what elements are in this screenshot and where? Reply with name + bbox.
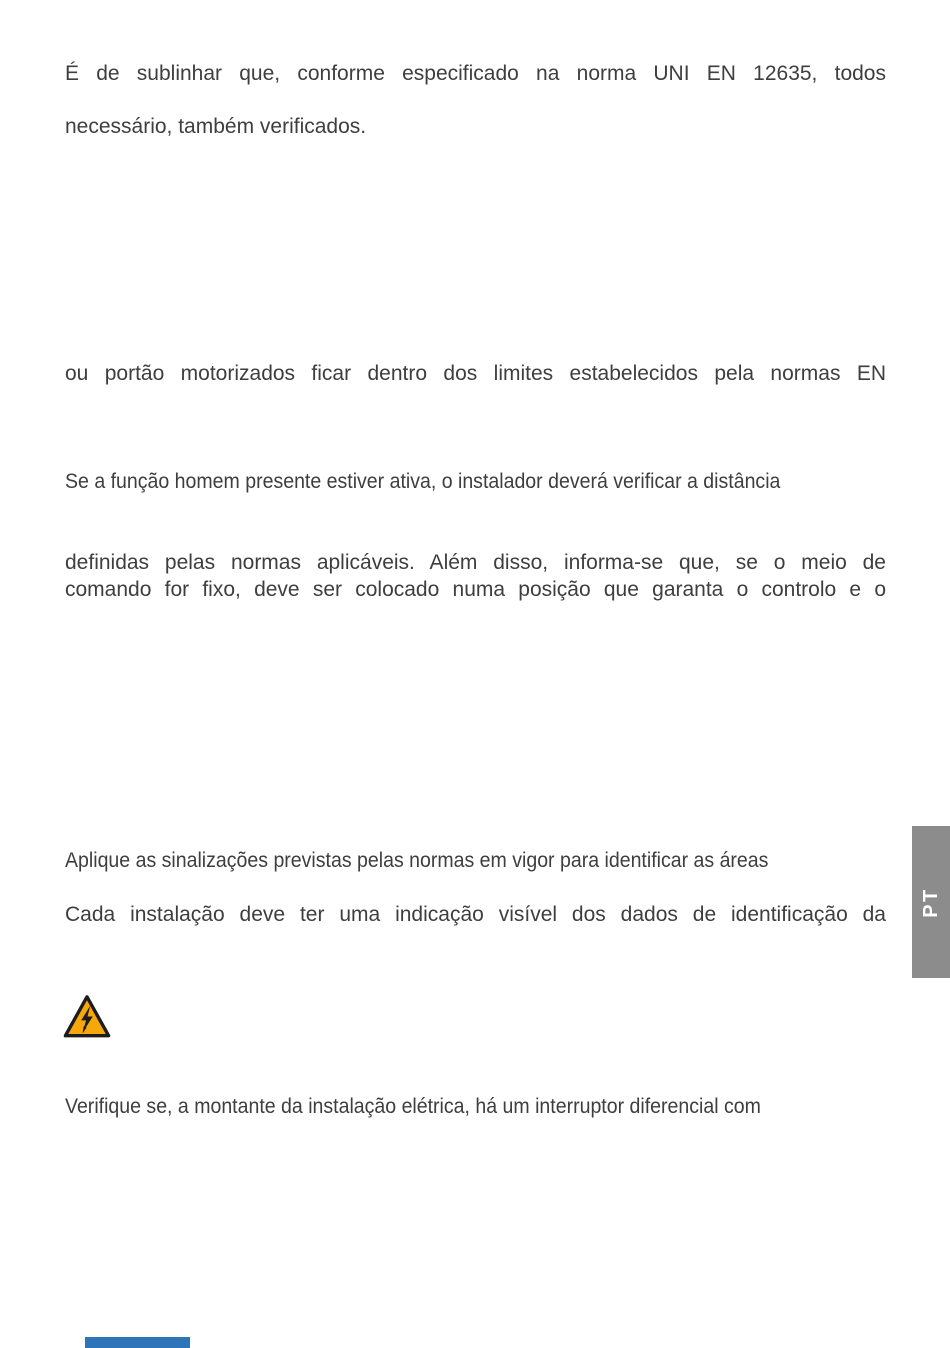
electrical-hazard-icon <box>63 993 111 1041</box>
body-text-line: necessário, também verificados. <box>65 115 367 138</box>
body-text-line: É de sublinhar que, conforme especificado na norma UNI EN 12635, todos <box>65 62 886 85</box>
body-text-line: Aplique as sinalizações previstas pelas normas em vigor para identificar as áreas <box>65 849 769 872</box>
footer-accent-bar <box>85 1337 190 1348</box>
language-tab-pt <box>912 826 950 978</box>
body-text-line: Se a função homem presente estiver ativa, o instalador deverá verificar a distância <box>65 470 781 493</box>
language-tab-label: PT <box>919 886 942 918</box>
body-text-line: comando for fixo, deve ser colocado numa posição que garanta o controlo e o <box>65 578 886 601</box>
body-text-line: definidas pelas normas aplicáveis. Além disso, informa-se que, se o meio de <box>65 551 886 574</box>
body-text-line: Verifique se, a montante da instalação elétrica, há um interruptor diferencial com <box>65 1095 761 1118</box>
body-text-line: ou portão motorizados ficar dentro dos limites estabelecidos pela normas EN <box>65 362 886 385</box>
body-text-line: Cada instalação deve ter uma indicação visível dos dados de identificação da <box>65 903 886 926</box>
